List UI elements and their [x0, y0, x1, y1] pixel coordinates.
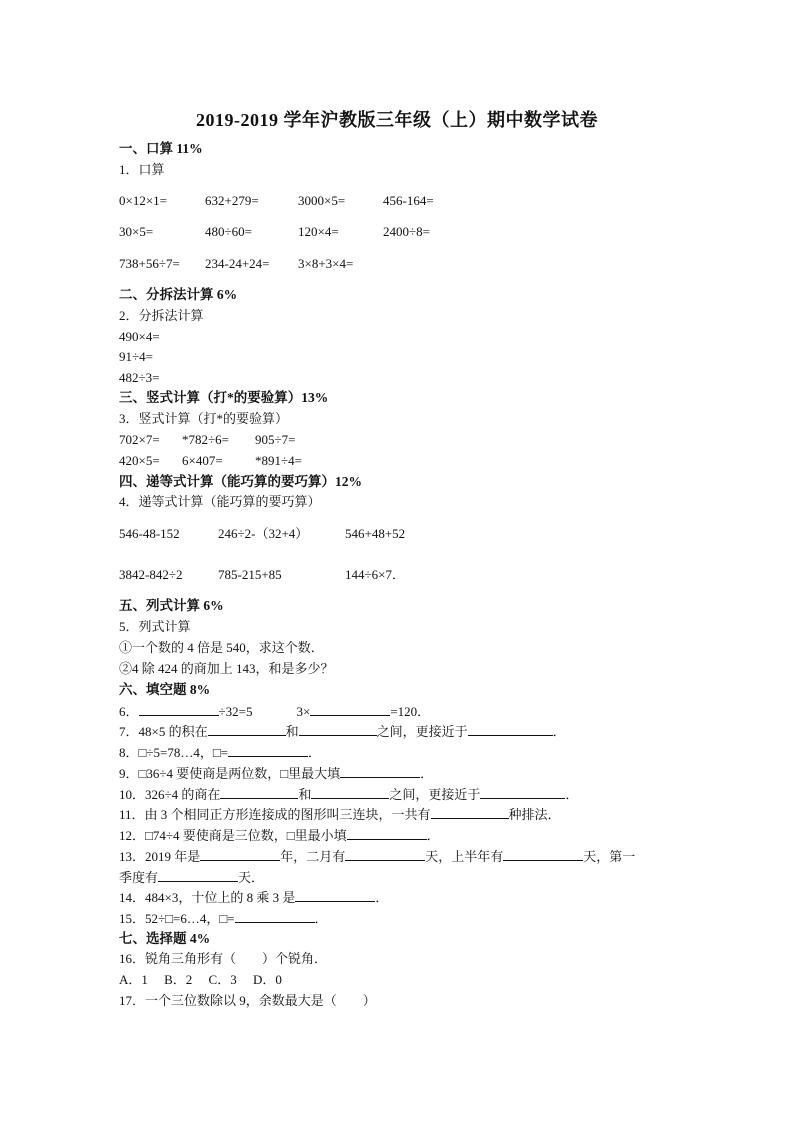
q1-item: 0×12×1=	[119, 193, 167, 208]
q15-text: 15．52÷□=6…4，□=	[119, 911, 235, 926]
q10-text: 10．326÷4 的商在	[119, 787, 221, 802]
question-8	[119, 744, 321, 761]
answer-blank[interactable]	[220, 786, 298, 799]
q13-text: 天．	[238, 870, 265, 885]
q10-text: ．	[565, 787, 579, 802]
q7-text: 7．48×5 的积在	[119, 724, 208, 739]
q1-item: 2400÷8=	[383, 224, 430, 239]
question-12	[119, 827, 440, 844]
q8-text: ．	[308, 745, 322, 760]
q4-item: 546+48+52	[345, 526, 406, 541]
q3-row-2	[119, 453, 419, 469]
q6-text: ÷32=5	[218, 704, 253, 719]
q1-item: 480÷60=	[205, 224, 252, 239]
q1-item: 234-24+24=	[205, 256, 270, 271]
answer-blank[interactable]	[340, 765, 420, 778]
q1-item: 738+56÷7=	[119, 256, 180, 271]
q4-row-1	[119, 526, 459, 542]
question-2-label: 2．分拆法计算	[119, 308, 204, 323]
q14-text: 14．484×3，十位上的 8 乘 3 是	[119, 890, 296, 905]
q3-item: *891÷4=	[255, 453, 302, 468]
q4-row-2	[119, 567, 459, 583]
question-17: 17．一个三位数除以 9，余数最大是（ ）	[119, 993, 376, 1008]
q4-item: 144÷6×7．	[345, 567, 405, 582]
q4-item: 246÷2-（32+4）	[218, 526, 309, 541]
question-9	[119, 765, 433, 782]
section-heading-4: 四、递等式计算（能巧算的要巧算）12%	[119, 474, 362, 489]
question-16-options: A．1 B．2 C．3 D．0	[119, 972, 282, 987]
q15-text: ．	[314, 911, 328, 926]
q3-item: 6×407=	[182, 453, 223, 468]
answer-blank[interactable]	[345, 848, 425, 861]
q7-text: ．	[552, 724, 566, 739]
q8-text: 8．□÷5=78…4，□=	[119, 745, 229, 760]
q3-item: 702×7=	[119, 432, 160, 447]
q4-item: 546-48-152	[119, 526, 180, 541]
q3-item: *782÷6=	[182, 432, 229, 447]
q9-text: 9．□36÷4 要使商是两位数，□里最大填	[119, 766, 341, 781]
question-14	[119, 889, 388, 906]
answer-blank[interactable]	[228, 744, 308, 757]
q11-text: 11．由 3 个相同正方形连接成的图形叫三连块，一共有	[119, 807, 431, 822]
answer-blank[interactable]	[480, 786, 565, 799]
answer-blank[interactable]	[310, 703, 390, 716]
question-11	[119, 806, 561, 823]
answer-blank[interactable]	[347, 827, 427, 840]
q11-text: 种排法．	[508, 807, 561, 822]
question-13-continued	[119, 869, 264, 886]
answer-blank[interactable]	[158, 869, 238, 882]
q4-item: 3842-842÷2	[119, 567, 183, 582]
answer-blank[interactable]	[299, 723, 377, 736]
q7-text: 之间，更接近于	[376, 724, 468, 739]
section-heading-5: 五、列式计算 6%	[119, 598, 224, 613]
question-13	[119, 848, 635, 865]
section-heading-7: 七、选择题 4%	[119, 931, 211, 946]
q2-item: 91÷4=	[119, 349, 153, 364]
q2-item: 482÷3=	[119, 370, 160, 385]
q13-text: 季度有	[119, 870, 159, 885]
q1-item: 456-164=	[383, 193, 434, 208]
q1-item: 3×8+3×4=	[298, 256, 354, 271]
answer-blank[interactable]	[503, 848, 583, 861]
q3-row-1	[119, 432, 419, 448]
section-heading-1: 一、口算 11%	[119, 141, 203, 156]
page-title: 2019-2019 学年沪教版三年级（上）期中数学试卷	[196, 110, 598, 130]
q6-text: 3×	[296, 704, 311, 719]
question-6	[119, 703, 430, 720]
section-heading-3: 三、竖式计算（打*的要验算）13%	[119, 390, 329, 405]
answer-blank[interactable]	[295, 889, 375, 902]
question-15	[119, 910, 328, 927]
q5-item: ①一个数的 4 倍是 540，求这个数．	[119, 640, 324, 655]
question-4-label: 4．递等式计算（能巧算的要巧算）	[119, 494, 321, 509]
q6-text: 6．	[119, 704, 139, 719]
q3-item: 420×5=	[119, 453, 160, 468]
answer-blank[interactable]	[208, 723, 286, 736]
q14-text: ．	[375, 890, 389, 905]
section-heading-6: 六、填空题 8%	[119, 682, 211, 697]
q1-item: 120×4=	[298, 224, 339, 239]
q13-text: 年，二月有	[280, 849, 346, 864]
q10-text: 和	[298, 787, 312, 802]
q7-text: 和	[285, 724, 299, 739]
q6-text: =120．	[390, 704, 431, 719]
question-16: 16．锐角三角形有（ ）个锐角．	[119, 951, 328, 966]
q4-item: 785-215+85	[218, 567, 282, 582]
answer-blank[interactable]	[200, 848, 280, 861]
q1-item: 30×5=	[119, 224, 154, 239]
answer-blank[interactable]	[431, 806, 509, 819]
answer-blank[interactable]	[468, 723, 553, 736]
answer-blank[interactable]	[139, 703, 219, 716]
q1-row-2	[119, 224, 519, 240]
q2-item: 490×4=	[119, 329, 160, 344]
section-heading-2: 二、分拆法计算 6%	[119, 287, 238, 302]
answer-blank[interactable]	[235, 910, 315, 923]
q3-item: 905÷7=	[255, 432, 296, 447]
q1-item: 632+279=	[205, 193, 259, 208]
q12-text: ．	[426, 828, 440, 843]
q13-text: 天，第一	[583, 849, 636, 864]
q1-row-3	[119, 256, 519, 272]
q13-text: 天，上半年有	[425, 849, 504, 864]
q5-item: ②4 除 424 的商加上 143，和是多少？	[119, 661, 334, 676]
question-1-label: 1．口算	[119, 162, 165, 177]
q10-text: 之间，更接近于	[389, 787, 481, 802]
q1-item: 3000×5=	[298, 193, 346, 208]
q13-text: 13．2019 年是	[119, 849, 201, 864]
question-7	[119, 723, 566, 740]
q1-row-1	[119, 193, 519, 209]
answer-blank[interactable]	[311, 786, 389, 799]
q9-text: ．	[420, 766, 434, 781]
question-10	[119, 786, 578, 803]
question-3-label: 3．竖式计算（打*的要验算）	[119, 411, 289, 426]
question-5-label: 5．列式计算	[119, 619, 191, 634]
q12-text: 12．□74÷4 要使商是三位数，□里最小填	[119, 828, 347, 843]
